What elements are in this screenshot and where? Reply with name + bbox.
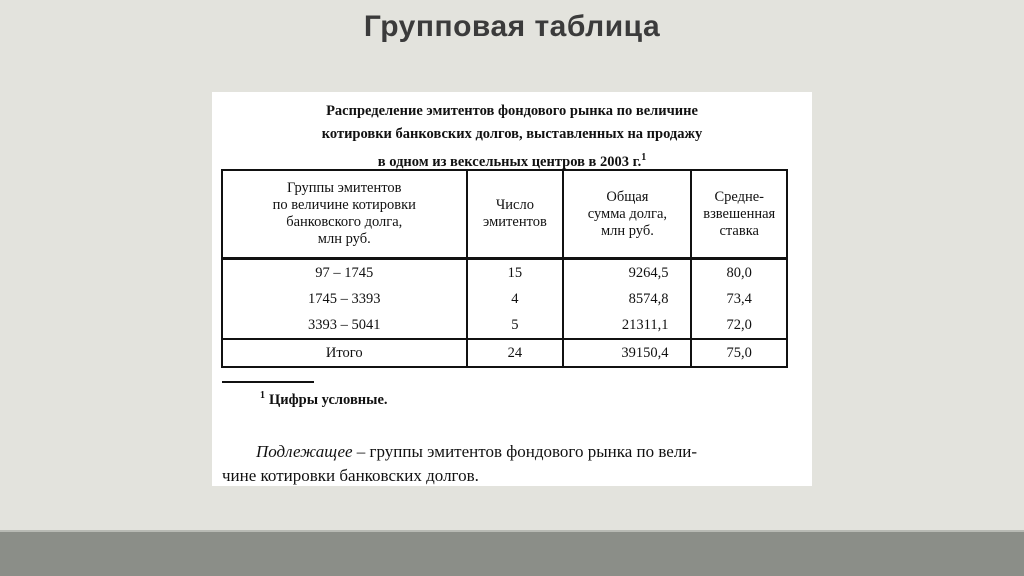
slide-title: Групповая таблица: [363, 10, 661, 43]
table-row: [222, 312, 787, 339]
caption-line-3-text: в одном из вексельных центров в 2003 г.: [377, 153, 642, 170]
scanned-document: [212, 92, 812, 486]
cell-rate: 73,4: [691, 286, 787, 312]
footnote-mark: 1: [260, 390, 265, 401]
cell-sum: 8574,8: [563, 286, 691, 312]
caption-line-1: Распределение эмитентов фондового рынка по величине: [326, 103, 698, 119]
group-table: [221, 169, 788, 368]
cell-total-group: Итого: [222, 339, 467, 367]
table-caption: [212, 100, 812, 174]
header-group-line: банковского долга,: [286, 214, 403, 230]
header-group-line: млн руб.: [317, 231, 371, 247]
subject-note: [222, 440, 792, 486]
header-sum: [563, 170, 691, 259]
cell-rate: 72,0: [691, 312, 787, 339]
cell-count: 15: [467, 259, 564, 287]
cell-sum: 21311,1: [563, 312, 691, 339]
cell-total-sum: 39150,4: [563, 339, 691, 367]
table-row: [222, 259, 787, 287]
cell-sum: 9264,5: [563, 259, 691, 287]
footer-bar: [0, 532, 1024, 576]
cell-total-rate: 75,0: [691, 339, 787, 367]
cell-rate: 80,0: [691, 259, 787, 287]
table-header-row: [222, 170, 787, 259]
header-rate-line: взвешенная: [703, 205, 776, 222]
caption-line-2: котировки банковских долгов, выставленных на продажу: [321, 126, 703, 142]
header-rate-line: ставка: [719, 222, 759, 239]
footnote-text: Цифры условные.: [269, 391, 388, 408]
caption-footnote-mark: 1: [641, 152, 647, 163]
cell-count: 4: [467, 286, 564, 312]
table-row: [222, 286, 787, 312]
note-line-1-rest: – группы эмитентов фондового рынка по вели-: [352, 442, 698, 461]
cell-count: 5: [467, 312, 564, 339]
header-count-line: Число: [495, 197, 534, 213]
note-line-2: чине котировки банковских долгов.: [222, 466, 479, 485]
header-group-line: Группы эмитентов: [287, 180, 402, 196]
table-total-row: [222, 339, 787, 367]
header-count-line: эмитентов: [483, 214, 547, 230]
header-sum-line: Общая: [606, 188, 649, 205]
note-line-1: [222, 440, 792, 464]
header-group: [222, 170, 467, 259]
cell-total-count: 24: [467, 339, 564, 367]
header-group-line: по величине котировки: [272, 197, 416, 213]
cell-group: 3393 – 5041: [222, 312, 467, 339]
cell-group: 1745 – 3393: [222, 286, 467, 312]
header-rate: [691, 170, 787, 259]
header-sum-line: сумма долга,: [587, 205, 668, 222]
header-rate-line: Средне-: [714, 188, 765, 205]
header-sum-line: млн руб.: [600, 222, 654, 239]
footnote: [260, 390, 388, 409]
note-term: Подлежащее: [256, 442, 353, 461]
footnote-divider: [222, 381, 314, 383]
header-count: [467, 170, 564, 259]
cell-group: 97 – 1745: [222, 259, 467, 287]
